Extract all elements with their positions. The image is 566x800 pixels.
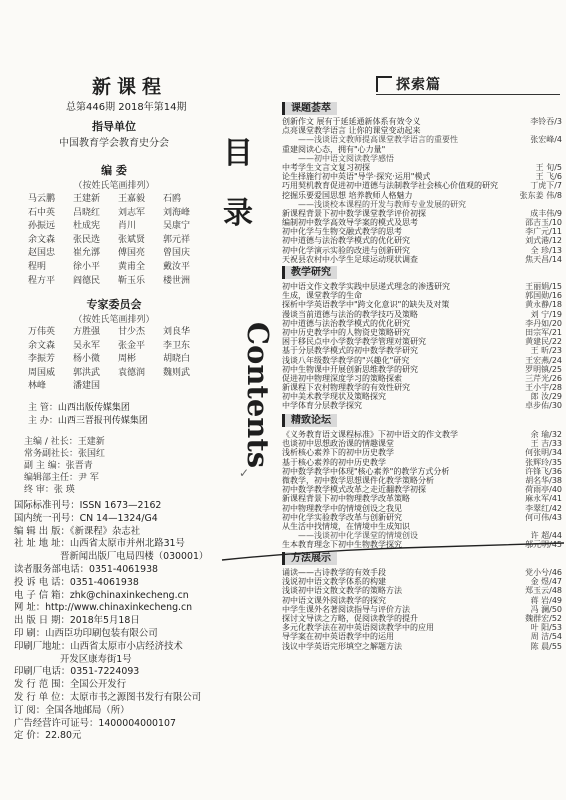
toc-entry-title: 编制初中数学高效导学案的模式及思考: [282, 218, 418, 228]
member-name: 李卫东: [163, 340, 191, 351]
member-name: 肖川: [118, 221, 137, 232]
member-name: 石鸥: [163, 194, 182, 204]
toc-entry-title: 初中美术教学现状及策略探究: [282, 392, 386, 402]
toc-entry[interactable]: [282, 319, 562, 328]
toc-entry-author-page: 王 飞/6: [535, 172, 562, 182]
toc-list: [282, 430, 562, 549]
toc-entry-author-page: 王小宇/28: [525, 383, 562, 393]
publication-info: [14, 500, 226, 743]
toc-entry-author-page: 王 旬/5: [535, 162, 562, 172]
member-name: 崔允漷: [73, 248, 101, 259]
toc-entry[interactable]: [282, 145, 562, 154]
editorial-names: [28, 193, 208, 288]
toc-entry-author-page: 荷雨亭/40: [525, 485, 562, 495]
toc-entry-author-page: 何可伟/43: [525, 512, 562, 522]
toc-list: [282, 117, 562, 264]
toc-entry-title: 《义务教育语文课程标准》下初中语文的作文教学: [282, 430, 458, 439]
toc-entry-author-page: 张辉玲/35: [525, 457, 562, 467]
toc-entry-title: 探析中学英语教学中"跨文化意识"的缺失及对策: [282, 300, 450, 310]
toc-entry-title: 诵读——古诗教学的有效手段: [282, 568, 386, 577]
member-name: 魏则武: [163, 367, 191, 378]
toc-entry-title: 从生活中找情境，在情境中生成知识: [282, 521, 410, 531]
toc-entry[interactable]: [282, 568, 562, 577]
issue-number: 总第446期 2018年第14期: [66, 102, 187, 113]
toc-entry[interactable]: [282, 458, 562, 467]
member-name: 徐小平: [73, 261, 101, 272]
toc-entry-title: 浅议中学英语完形填空之解题方法: [282, 641, 402, 651]
toc-entry-title: 基于核心素养的初中历史教学: [282, 457, 386, 467]
toc-entry-title: 浅说初中语文教学体系的构建: [282, 577, 386, 587]
toc-entry[interactable]: [282, 642, 562, 651]
member-name: 曾国庆: [163, 248, 191, 259]
toc-entry-author-page: 丁虎下/7: [530, 181, 562, 191]
toc-entry-author-page: 刘 宁/19: [530, 309, 562, 319]
toc-entry[interactable]: [282, 218, 562, 227]
toc-entry-author-page: 蒋 岩/49: [530, 595, 562, 605]
member-name: 张金平: [118, 340, 146, 351]
toc-entry[interactable]: [282, 300, 562, 309]
toc-entry-title: 探讨文导读之方略，促阅读教学的提升: [282, 613, 418, 623]
member-name: 马云鹏: [28, 194, 56, 204]
toc-entry-title: 初中化学实验教学改革与创新研究: [282, 512, 402, 522]
toc-entry-author-page: 金 煜/47: [530, 577, 562, 587]
member-name: 潘建国: [73, 381, 101, 392]
toc-entry-author-page: [558, 200, 562, 209]
toc-entry[interactable]: [282, 246, 562, 255]
toc-entry[interactable]: [282, 117, 562, 126]
staff-row: 常务副社长：张国红: [24, 449, 106, 459]
table-of-contents: [276, 0, 566, 800]
toc-entry[interactable]: [282, 531, 562, 540]
toc-entry[interactable]: [282, 200, 562, 209]
member-name: 林峰: [28, 381, 47, 392]
info-row: 印 刷：山西臣功印刷包装有限公司: [14, 627, 158, 639]
toc-entry-title: ——初中语文阅读教学感悟: [298, 153, 394, 163]
toc-entry[interactable]: [282, 485, 562, 494]
member-name: 阎德民: [73, 275, 101, 286]
info-row: 开发区康寿街1号: [60, 653, 132, 665]
toc-entry-author-page: 张东姜 伟/8: [519, 190, 562, 200]
toc-entry[interactable]: [282, 605, 562, 614]
toc-entry[interactable]: [282, 392, 562, 401]
toc-entry[interactable]: [282, 346, 562, 355]
member-name: 黄甫全: [118, 261, 146, 272]
publisher-row: 主 管：山西出版传媒集团: [28, 403, 130, 413]
toc-entry-title: 初中语文课外阅读教学的探究: [282, 595, 386, 605]
info-row: 网 址：http://www.chinaxinkecheng.cn: [14, 602, 193, 614]
toc-entry-title: 天祝县农村中小学生足球运动现状调查: [282, 254, 418, 264]
info-row: 电 子 信 箱：zhk@chinaxinkecheng.cn: [14, 589, 189, 601]
guidance-org: 中国教育学会教育史分会: [59, 138, 169, 149]
toc-entry-title: 浅析核心素养下的初中历史教学: [282, 448, 394, 458]
toc-entry-title: 也谈初中思想政治课的情趣课堂: [282, 439, 394, 449]
toc-entry-author-page: 王 昕/23: [530, 346, 562, 356]
toc-entry[interactable]: [282, 614, 562, 623]
toc-entry-author-page: 陈 晨/55: [530, 641, 562, 651]
toc-entry-title: 论生择施行初中英语"导学·探究·运用"模式: [282, 172, 431, 182]
toc-entry-author-page: 党小兮/46: [525, 568, 562, 577]
toc-entry[interactable]: [282, 401, 562, 410]
toc-entry-title: ——浅谈初中化学课堂的情境创设: [298, 531, 418, 541]
info-row: 订 阅：全国各地邮局（所）: [14, 704, 130, 716]
toc-entry-author-page: 卓步佑/30: [525, 401, 562, 411]
pen-mark-icon: ✓: [239, 466, 250, 480]
toc-entry-author-page: 王丽娟/15: [525, 282, 562, 291]
toc-entry-author-page: 成丰伟/9: [530, 208, 562, 218]
toc-entry[interactable]: [282, 282, 562, 291]
toc-entry-author-page: 刘式港/12: [525, 236, 562, 246]
info-row: 晋新闻出版厂电局四楼（030001）: [60, 551, 209, 563]
toc-entry-title: 巧用契机教育促进初中道德与法制教学社会核心价值观的研究: [282, 181, 498, 191]
toc-entry[interactable]: [282, 163, 562, 172]
toc-entry-title: 初中生物课中开展创新思维教学的研究: [282, 364, 418, 374]
toc-entry-title: 漫谈当前道德与法治的教学技巧及策略: [282, 309, 418, 319]
member-name: 甘少杰: [118, 327, 146, 337]
member-name: 周国威: [28, 367, 56, 378]
toc-entry[interactable]: [282, 154, 562, 163]
toc-entry-author-page: 李铃吞/3: [530, 117, 562, 126]
toc-entry-title: 生本教育理念下初中生物教学探究: [282, 540, 402, 550]
toc-entry[interactable]: [282, 586, 562, 595]
toc-entry-author-page: 李广元/11: [525, 227, 562, 237]
toc-entry-author-page: 张宏峰/4: [530, 135, 562, 145]
member-name: 王建新: [73, 194, 101, 204]
toc-entry-author-page: 邬元明/45: [525, 540, 562, 550]
masthead-column: [8, 0, 220, 800]
divider: [376, 94, 560, 95]
toc-entry[interactable]: [282, 191, 562, 200]
toc-entry-author-page: 周 洁/54: [530, 632, 562, 642]
toc-entry-author-page: 麻永军/41: [525, 494, 562, 504]
toc-entry-title: 重建阅读心态，拥有"心力量": [282, 144, 386, 154]
info-row: 印刷厂电话：0351-7224093: [14, 666, 140, 678]
member-name: 吴康宁: [163, 221, 191, 232]
toc-entry-title: 导学案在初中英语教学中的运用: [282, 632, 394, 642]
toc-entry-title: 初中化学与生物交融式教学的思考: [282, 227, 402, 237]
info-row: 国际标准刊号：ISSN 1673—2162: [14, 500, 162, 511]
info-row: 读者服务部电话：0351-4061938: [14, 563, 158, 575]
member-name: 吕晓红: [73, 207, 101, 218]
toc-entry[interactable]: [282, 577, 562, 586]
member-name: 万伟英: [28, 327, 56, 337]
toc-entry[interactable]: [282, 255, 562, 264]
experts-note: （按姓氏笔画排列）: [73, 315, 155, 325]
member-name: 周彬: [118, 354, 137, 365]
toc-entry-title: 新课程背景下初中物理教学改革策略: [282, 494, 410, 504]
member-name: 刘海峰: [163, 207, 191, 218]
toc-entry-author-page: 冯 澜/50: [530, 604, 562, 614]
magazine-title: 新课程: [92, 76, 168, 98]
toc-entry[interactable]: [282, 337, 562, 346]
column-heading: 课题荟萃: [282, 102, 337, 115]
toc-entry-author-page: 王宏燕/24: [525, 355, 562, 365]
info-row: 发 行 单 位：太原市书之源图书发行有限公司: [14, 691, 202, 703]
member-name: 胡晓白: [163, 354, 191, 365]
contents-title-cjk: 录: [223, 196, 253, 231]
member-name: 傅国亮: [118, 248, 146, 259]
toc-entry[interactable]: [282, 383, 562, 392]
column-heading: 教学研究: [282, 266, 337, 279]
toc-entry-author-page: 黄永静/18: [525, 300, 562, 310]
toc-entry[interactable]: [282, 448, 562, 457]
toc-entry-title: 点亮课堂教学语言 让你的课堂变动起来: [282, 126, 421, 136]
toc-list: [282, 282, 562, 411]
toc-entry[interactable]: [282, 328, 562, 337]
staff-row: 副 主 编：张晋青: [24, 461, 93, 471]
toc-entry[interactable]: [282, 181, 562, 190]
toc-entry-title: 初中数学教学中体现"核心素养"的教学方式分析: [282, 466, 450, 476]
member-name: 刘良华: [163, 327, 191, 337]
toc-entry-author-page: 许锋飞/36: [525, 466, 562, 476]
toc-entry-author-page: 黄建民/22: [525, 337, 562, 347]
toc-entry-title: 微教学，初中数学思想课件化教学策略分析: [282, 475, 434, 485]
toc-entry-author-page: 许 超/44: [530, 531, 562, 541]
member-name: 赵国忠: [28, 248, 56, 259]
member-name: 楼世洲: [163, 275, 191, 286]
toc-list: [282, 568, 562, 651]
toc-entry-title: 浅谈初中语文散文教学的策略方法: [282, 586, 402, 596]
guidance-heading: 指导单位: [92, 120, 136, 133]
toc-entry-author-page: 三芹光/26: [525, 373, 562, 383]
member-name: 靳玉乐: [118, 275, 146, 286]
toc-entry-title: 初中语文作文教学实践中层递式理念的渗透研究: [282, 282, 450, 291]
member-name: 郭洪武: [73, 367, 101, 378]
member-name: 刘志军: [118, 207, 146, 218]
info-row: 广告经营许可证号：1400004000107: [14, 717, 176, 729]
info-row: 发 行 范 围：全国公开发行: [14, 679, 127, 691]
toc-entry-title: ——浅谈校本课程的开发与教师专业发展的研究: [298, 199, 466, 209]
contents-title-cjk: 目: [223, 136, 253, 171]
expert-names: [28, 326, 208, 394]
toc-entry-author-page: 何张明/34: [525, 448, 562, 458]
member-name: 吴永军: [73, 340, 101, 351]
toc-entry-author-page: 李丹如/20: [525, 318, 562, 328]
toc-entry[interactable]: [282, 494, 562, 503]
toc-entry[interactable]: [282, 522, 562, 531]
toc-entry-author-page: 田宗军/21: [525, 327, 562, 337]
toc-entry-title: 浅谈八年级数学教学的"兴趣化"研究: [282, 355, 410, 365]
info-row: 定 价：22.80元: [14, 730, 82, 742]
column-heading: 精致论坛: [282, 414, 337, 427]
toc-entry[interactable]: [282, 596, 562, 605]
toc-entry[interactable]: [282, 467, 562, 476]
toc-entry-title: 新课程下农村物理教学的有效性研究: [282, 383, 410, 393]
toc-entry[interactable]: [282, 374, 562, 383]
toc-entry-title: 多元化教学法在初中英语阅读教学中的应用: [282, 623, 434, 633]
staff-row: 编辑部主任：尹 军: [24, 473, 99, 483]
editorial-heading: 编 委: [101, 164, 127, 177]
corner-bracket-icon: [376, 76, 392, 92]
toc-entry-author-page: 叶 阳/53: [530, 623, 562, 633]
toc-entry-author-page: 罗明镇/25: [525, 364, 562, 374]
info-row: 出 版 日 期：2018年5月18日: [14, 615, 140, 627]
contents-title-latin: Contents: [241, 321, 276, 469]
toc-entry[interactable]: [282, 476, 562, 485]
publisher-row: 主 办：山西三晋报刊传媒集团: [28, 416, 148, 426]
toc-entry[interactable]: [282, 365, 562, 374]
member-name: 石中英: [28, 207, 56, 218]
toc-entry-title: 初中物理教学中的情境创设之我见: [282, 503, 402, 513]
toc-entry-author-page: 郑玉云/48: [525, 586, 562, 596]
member-name: 余文森: [28, 340, 56, 351]
toc-entry[interactable]: [282, 135, 562, 144]
member-name: [118, 380, 163, 394]
toc-entry-author-page: 李翠红/42: [525, 503, 562, 513]
toc-entry-title: 中学体育分层教学探究: [282, 401, 362, 411]
toc-entry-author-page: 邵吉玉/10: [525, 218, 562, 228]
toc-entry[interactable]: [282, 632, 562, 641]
toc-entry-author-page: 余 瑜/32: [530, 430, 562, 439]
member-name: 余文森: [28, 234, 56, 245]
toc-entry[interactable]: [282, 623, 562, 632]
section-title: 探索篇: [396, 77, 441, 93]
toc-entry-author-page: 全 珍/13: [530, 245, 562, 255]
toc-entry-author-page: [558, 154, 562, 163]
member-name: 方胜强: [73, 327, 101, 337]
member-name: [163, 380, 208, 394]
toc-entry[interactable]: [282, 227, 562, 236]
member-name: 张斌贤: [118, 234, 146, 245]
toc-entry[interactable]: [282, 430, 562, 439]
toc-entry-author-page: 胡名华/38: [525, 475, 562, 485]
member-name: 王嘉毅: [118, 194, 146, 204]
info-row: 国内统一刊号：CN 14—1324/G4: [14, 512, 158, 524]
toc-entry[interactable]: [282, 236, 562, 245]
toc-entry-title: 促进初中物理深度学习的策略探索: [282, 373, 402, 383]
member-name: 程明: [28, 261, 47, 272]
toc-entry[interactable]: [282, 126, 562, 135]
toc-entry-author-page: 郎 汝/29: [530, 392, 562, 402]
member-name: 李振芳: [28, 354, 56, 365]
toc-entry[interactable]: [282, 513, 562, 522]
toc-entry-title: 创新作文 展有于延延通新体系有效令义: [282, 117, 421, 126]
member-name: 杜成宪: [73, 221, 101, 232]
toc-entry-title: 基于分层教学模式的初中数学教学研究: [282, 346, 418, 356]
toc-entry-title: ——浅谈语文教师提高课堂教学语言的重要性: [298, 135, 458, 145]
toc-entry[interactable]: [282, 356, 562, 365]
info-row: 编 辑 出 版：《新课程》杂志社: [14, 525, 141, 537]
toc-entry[interactable]: [282, 209, 562, 218]
toc-entry-author-page: 王 吉/33: [530, 439, 562, 449]
member-name: 戴汝平: [163, 261, 191, 272]
toc-entry-author-page: 郭国勋/16: [525, 291, 562, 301]
info-row: 投 诉 电 话：0351-4061938: [14, 576, 139, 588]
toc-entry[interactable]: [282, 291, 562, 300]
toc-entry-author-page: [558, 145, 562, 154]
member-name: 郭元祥: [163, 234, 191, 245]
toc-entry[interactable]: [282, 310, 562, 319]
toc-entry-author-page: 魏群宏/52: [525, 613, 562, 623]
toc-entry-title: 初中历史教学中的人物资史策略研究: [282, 327, 410, 337]
toc-entry-title: 中学生课外名著阅读指导与评价方法: [282, 604, 410, 614]
toc-entry-title: 初中道德与法治教学模式的优化研究: [282, 236, 410, 246]
toc-entry-title: 初中道德与法治教学模式的优化研究: [282, 318, 410, 328]
column-heading: 方法展示: [282, 552, 337, 565]
contents-title: [221, 88, 276, 480]
info-row: 印刷厂地址：山西省太原市小店经济技术: [14, 640, 183, 652]
staff-row: 主编 / 社长：王建新: [24, 437, 105, 447]
toc-entry-author-page: 焦天昌/14: [525, 254, 562, 264]
toc-entry-title: 困于移民点中小学数学教学管理对策研究: [282, 337, 426, 347]
toc-entry[interactable]: [282, 504, 562, 513]
toc-entry-title: 新课程背景下初中数学课堂教学评价初探: [282, 208, 426, 218]
toc-entry-author-page: [558, 522, 562, 531]
info-row: 社 址 地 址：山西省太原市并州北路31号: [14, 538, 185, 550]
toc-entry-title: 生成，课堂教学的生命: [282, 291, 362, 301]
pen-underline: [220, 540, 566, 566]
experts-heading: 专家委员会: [86, 298, 142, 311]
toc-entry-title: 挖掘乐要爱国思想 培养教师人格魅力: [282, 190, 413, 200]
toc-entry-title: 初中化学演示实验的改进与创新研究: [282, 245, 410, 255]
toc-entry[interactable]: [282, 439, 562, 448]
member-name: 程方平: [28, 275, 56, 286]
editorial-note: （按姓氏笔画排列）: [73, 181, 155, 191]
member-name: 张民选: [73, 234, 101, 245]
toc-entry-title: 中考学生文言文复习初探: [282, 162, 370, 172]
member-name: 杨小微: [73, 354, 101, 365]
staff-row: 终 审：张 瑛: [24, 485, 75, 495]
member-name: 袁德润: [118, 367, 146, 378]
toc-entry-title: 初中数学教学模式改革之走近翻教学初探: [282, 485, 426, 495]
member-name: 孙振远: [28, 221, 56, 232]
section-banner: [376, 74, 441, 94]
toc-entry[interactable]: [282, 172, 562, 181]
toc-entry-author-page: [558, 126, 562, 135]
